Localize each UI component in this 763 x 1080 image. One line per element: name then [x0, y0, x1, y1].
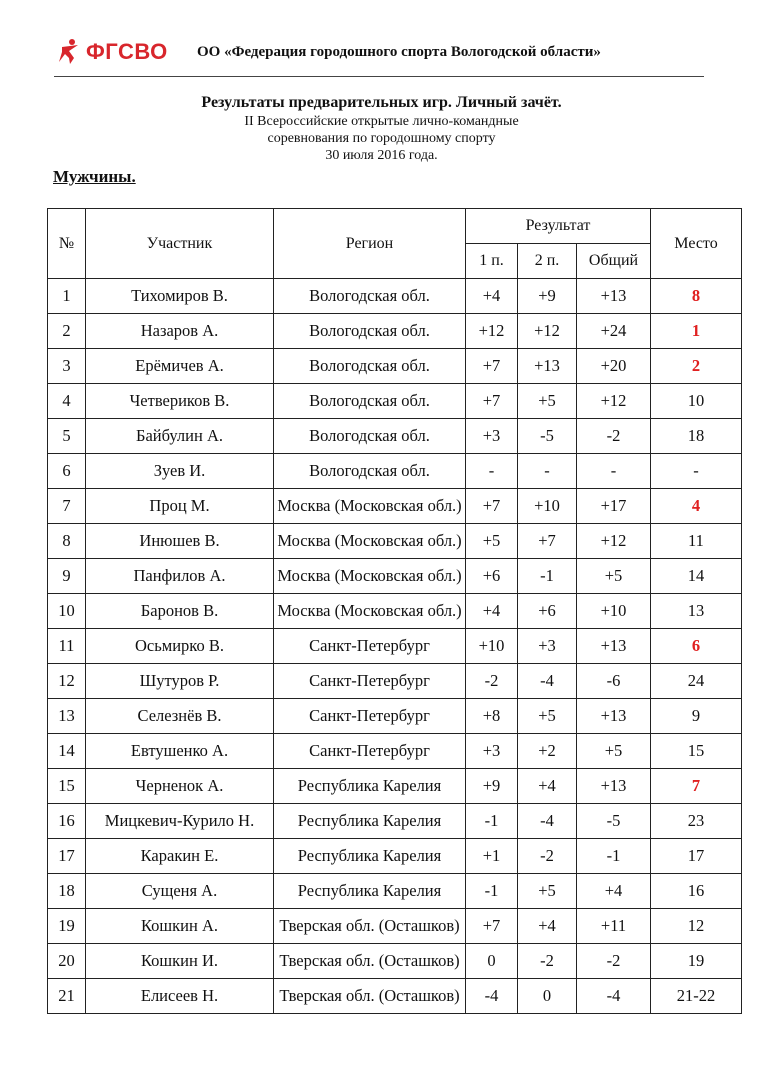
- participant-name: Кошкин А.: [86, 909, 274, 944]
- round-1-score: +7: [466, 489, 518, 524]
- place: 15: [651, 734, 742, 769]
- row-number: 12: [48, 664, 86, 699]
- participant-name: Панфилов А.: [86, 559, 274, 594]
- row-number: 7: [48, 489, 86, 524]
- table-row: [48, 454, 742, 489]
- col-header-place: Место: [651, 209, 742, 279]
- participant-name: Каракин Е.: [86, 839, 274, 874]
- participant-region: Республика Карелия: [274, 874, 466, 909]
- round-2-score: +4: [518, 909, 577, 944]
- total-score: +24: [577, 314, 651, 349]
- table-row: [48, 419, 742, 454]
- round-1-score: +7: [466, 384, 518, 419]
- round-2-score: -2: [518, 944, 577, 979]
- total-score: +20: [577, 349, 651, 384]
- total-score: +12: [577, 524, 651, 559]
- place: 17: [651, 839, 742, 874]
- participant-name: Сущеня А.: [86, 874, 274, 909]
- participant-region: Тверская обл. (Осташков): [274, 979, 466, 1014]
- participant-region: Москва (Московская обл.): [274, 489, 466, 524]
- participant-region: Республика Карелия: [274, 804, 466, 839]
- table-row: [48, 559, 742, 594]
- participant-name: Шутуров Р.: [86, 664, 274, 699]
- place: 24: [651, 664, 742, 699]
- total-score: +13: [577, 279, 651, 314]
- place: 14: [651, 559, 742, 594]
- table-row: [48, 349, 742, 384]
- participant-name: Четвериков В.: [86, 384, 274, 419]
- row-number: 2: [48, 314, 86, 349]
- col-header-num: №: [48, 209, 86, 279]
- col-header-participant: Участник: [86, 209, 274, 279]
- participant-region: Тверская обл. (Осташков): [274, 909, 466, 944]
- participant-region: Москва (Московская обл.): [274, 594, 466, 629]
- round-1-score: +3: [466, 734, 518, 769]
- round-2-score: -4: [518, 664, 577, 699]
- round-2-score: -1: [518, 559, 577, 594]
- place: 16: [651, 874, 742, 909]
- participant-name: Назаров А.: [86, 314, 274, 349]
- place: 7: [651, 769, 742, 804]
- federation-logo: [56, 38, 171, 66]
- row-number: 18: [48, 874, 86, 909]
- round-2-score: +6: [518, 594, 577, 629]
- total-score: +13: [577, 769, 651, 804]
- total-score: +5: [577, 559, 651, 594]
- document-title: Результаты предварительных игр. Личный зачёт.: [201, 94, 562, 111]
- participant-name: Проц М.: [86, 489, 274, 524]
- participant-name: Елисеев Н.: [86, 979, 274, 1014]
- round-1-score: +4: [466, 279, 518, 314]
- row-number: 13: [48, 699, 86, 734]
- table-row: [48, 804, 742, 839]
- place: 6: [651, 629, 742, 664]
- table-row: [48, 944, 742, 979]
- total-score: +11: [577, 909, 651, 944]
- total-score: +4: [577, 874, 651, 909]
- total-score: +13: [577, 699, 651, 734]
- participant-region: Санкт-Петербург: [274, 664, 466, 699]
- round-2-score: +10: [518, 489, 577, 524]
- row-number: 17: [48, 839, 86, 874]
- section-heading: Мужчины.: [53, 167, 136, 186]
- participant-region: Москва (Московская обл.): [274, 559, 466, 594]
- participant-name: Инюшев В.: [86, 524, 274, 559]
- round-1-score: +5: [466, 524, 518, 559]
- participant-region: Москва (Московская обл.): [274, 524, 466, 559]
- table-row: [48, 664, 742, 699]
- round-1-score: +9: [466, 769, 518, 804]
- round-2-score: -4: [518, 804, 577, 839]
- round-1-score: +7: [466, 909, 518, 944]
- participant-region: Санкт-Петербург: [274, 699, 466, 734]
- participant-region: Вологодская обл.: [274, 314, 466, 349]
- table-header-row: [48, 209, 742, 244]
- total-score: -: [577, 454, 651, 489]
- row-number: 9: [48, 559, 86, 594]
- round-1-score: -1: [466, 874, 518, 909]
- round-1-score: 0: [466, 944, 518, 979]
- round-1-score: -2: [466, 664, 518, 699]
- place: 9: [651, 699, 742, 734]
- row-number: 16: [48, 804, 86, 839]
- total-score: -5: [577, 804, 651, 839]
- round-1-score: +3: [466, 419, 518, 454]
- round-2-score: -5: [518, 419, 577, 454]
- col-header-result: Результат: [466, 209, 651, 244]
- participant-name: Евтушенко А.: [86, 734, 274, 769]
- date-line: 30 июля 2016 года.: [325, 148, 438, 163]
- athlete-icon: [56, 38, 84, 66]
- round-2-score: +5: [518, 874, 577, 909]
- place: 1: [651, 314, 742, 349]
- place: 21-22: [651, 979, 742, 1014]
- table-row: [48, 629, 742, 664]
- round-2-score: +4: [518, 769, 577, 804]
- place: 12: [651, 909, 742, 944]
- total-score: -2: [577, 944, 651, 979]
- document-titles: [0, 93, 763, 164]
- place: -: [651, 454, 742, 489]
- round-2-score: +5: [518, 384, 577, 419]
- participant-name: Тихомиров В.: [86, 279, 274, 314]
- row-number: 3: [48, 349, 86, 384]
- participant-name: Селезнёв В.: [86, 699, 274, 734]
- round-2-score: 0: [518, 979, 577, 1014]
- place: 13: [651, 594, 742, 629]
- participant-region: Вологодская обл.: [274, 419, 466, 454]
- participant-region: Тверская обл. (Осташков): [274, 944, 466, 979]
- round-2-score: +5: [518, 699, 577, 734]
- row-number: 10: [48, 594, 86, 629]
- header-divider: [54, 76, 704, 77]
- total-score: -4: [577, 979, 651, 1014]
- participant-name: Зуев И.: [86, 454, 274, 489]
- round-2-score: +12: [518, 314, 577, 349]
- participant-region: Вологодская обл.: [274, 384, 466, 419]
- row-number: 8: [48, 524, 86, 559]
- row-number: 15: [48, 769, 86, 804]
- place: 19: [651, 944, 742, 979]
- place: 4: [651, 489, 742, 524]
- table-row: [48, 734, 742, 769]
- participant-region: Республика Карелия: [274, 839, 466, 874]
- table-row: [48, 979, 742, 1014]
- total-score: +12: [577, 384, 651, 419]
- round-1-score: +8: [466, 699, 518, 734]
- round-1-score: +1: [466, 839, 518, 874]
- col-header-total: Общий: [577, 244, 651, 279]
- col-header-region: Регион: [274, 209, 466, 279]
- table-row: [48, 524, 742, 559]
- table-row: [48, 874, 742, 909]
- participant-region: Вологодская обл.: [274, 279, 466, 314]
- subtitle-line: II Всероссийские открытые лично-командные: [244, 114, 519, 129]
- participant-name: Черненок А.: [86, 769, 274, 804]
- round-1-score: +7: [466, 349, 518, 384]
- table-row: [48, 769, 742, 804]
- organization-name: ОО «Федерация городошного спорта Вологодской области»: [197, 44, 601, 60]
- table-row: [48, 489, 742, 524]
- place: 8: [651, 279, 742, 314]
- row-number: 14: [48, 734, 86, 769]
- participant-name: Байбулин А.: [86, 419, 274, 454]
- row-number: 20: [48, 944, 86, 979]
- table-row: [48, 699, 742, 734]
- participant-region: Санкт-Петербург: [274, 734, 466, 769]
- place: 2: [651, 349, 742, 384]
- row-number: 11: [48, 629, 86, 664]
- table-row: [48, 594, 742, 629]
- place: 23: [651, 804, 742, 839]
- row-number: 21: [48, 979, 86, 1014]
- place: 11: [651, 524, 742, 559]
- participant-region: Республика Карелия: [274, 769, 466, 804]
- round-1-score: -1: [466, 804, 518, 839]
- total-score: -6: [577, 664, 651, 699]
- participant-region: Вологодская обл.: [274, 454, 466, 489]
- round-2-score: +2: [518, 734, 577, 769]
- row-number: 4: [48, 384, 86, 419]
- subtitle-line: соревнования по городошному спорту: [267, 131, 496, 146]
- row-number: 1: [48, 279, 86, 314]
- total-score: +13: [577, 629, 651, 664]
- row-number: 6: [48, 454, 86, 489]
- round-2-score: +13: [518, 349, 577, 384]
- place: 10: [651, 384, 742, 419]
- participant-name: Баронов В.: [86, 594, 274, 629]
- round-2-score: -2: [518, 839, 577, 874]
- participant-region: Санкт-Петербург: [274, 629, 466, 664]
- col-header-round-1: 1 п.: [466, 244, 518, 279]
- round-2-score: +9: [518, 279, 577, 314]
- results-table: [47, 208, 742, 1014]
- col-header-round-2: 2 п.: [518, 244, 577, 279]
- total-score: -2: [577, 419, 651, 454]
- round-1-score: -: [466, 454, 518, 489]
- round-2-score: +3: [518, 629, 577, 664]
- participant-name: Осьмирко В.: [86, 629, 274, 664]
- participant-region: Вологодская обл.: [274, 349, 466, 384]
- round-2-score: +7: [518, 524, 577, 559]
- total-score: +10: [577, 594, 651, 629]
- logo-text: ФГСВО: [86, 39, 168, 64]
- table-row: [48, 279, 742, 314]
- table-row: [48, 839, 742, 874]
- participant-name: Кошкин И.: [86, 944, 274, 979]
- total-score: +17: [577, 489, 651, 524]
- total-score: +5: [577, 734, 651, 769]
- round-2-score: -: [518, 454, 577, 489]
- participant-name: Мицкевич-Курило Н.: [86, 804, 274, 839]
- round-1-score: +6: [466, 559, 518, 594]
- participant-name: Ерёмичев А.: [86, 349, 274, 384]
- round-1-score: +4: [466, 594, 518, 629]
- total-score: -1: [577, 839, 651, 874]
- table-row: [48, 384, 742, 419]
- row-number: 19: [48, 909, 86, 944]
- table-row: [48, 909, 742, 944]
- table-row: [48, 314, 742, 349]
- round-1-score: -4: [466, 979, 518, 1014]
- round-1-score: +12: [466, 314, 518, 349]
- document-header: [54, 36, 704, 80]
- place: 18: [651, 419, 742, 454]
- round-1-score: +10: [466, 629, 518, 664]
- row-number: 5: [48, 419, 86, 454]
